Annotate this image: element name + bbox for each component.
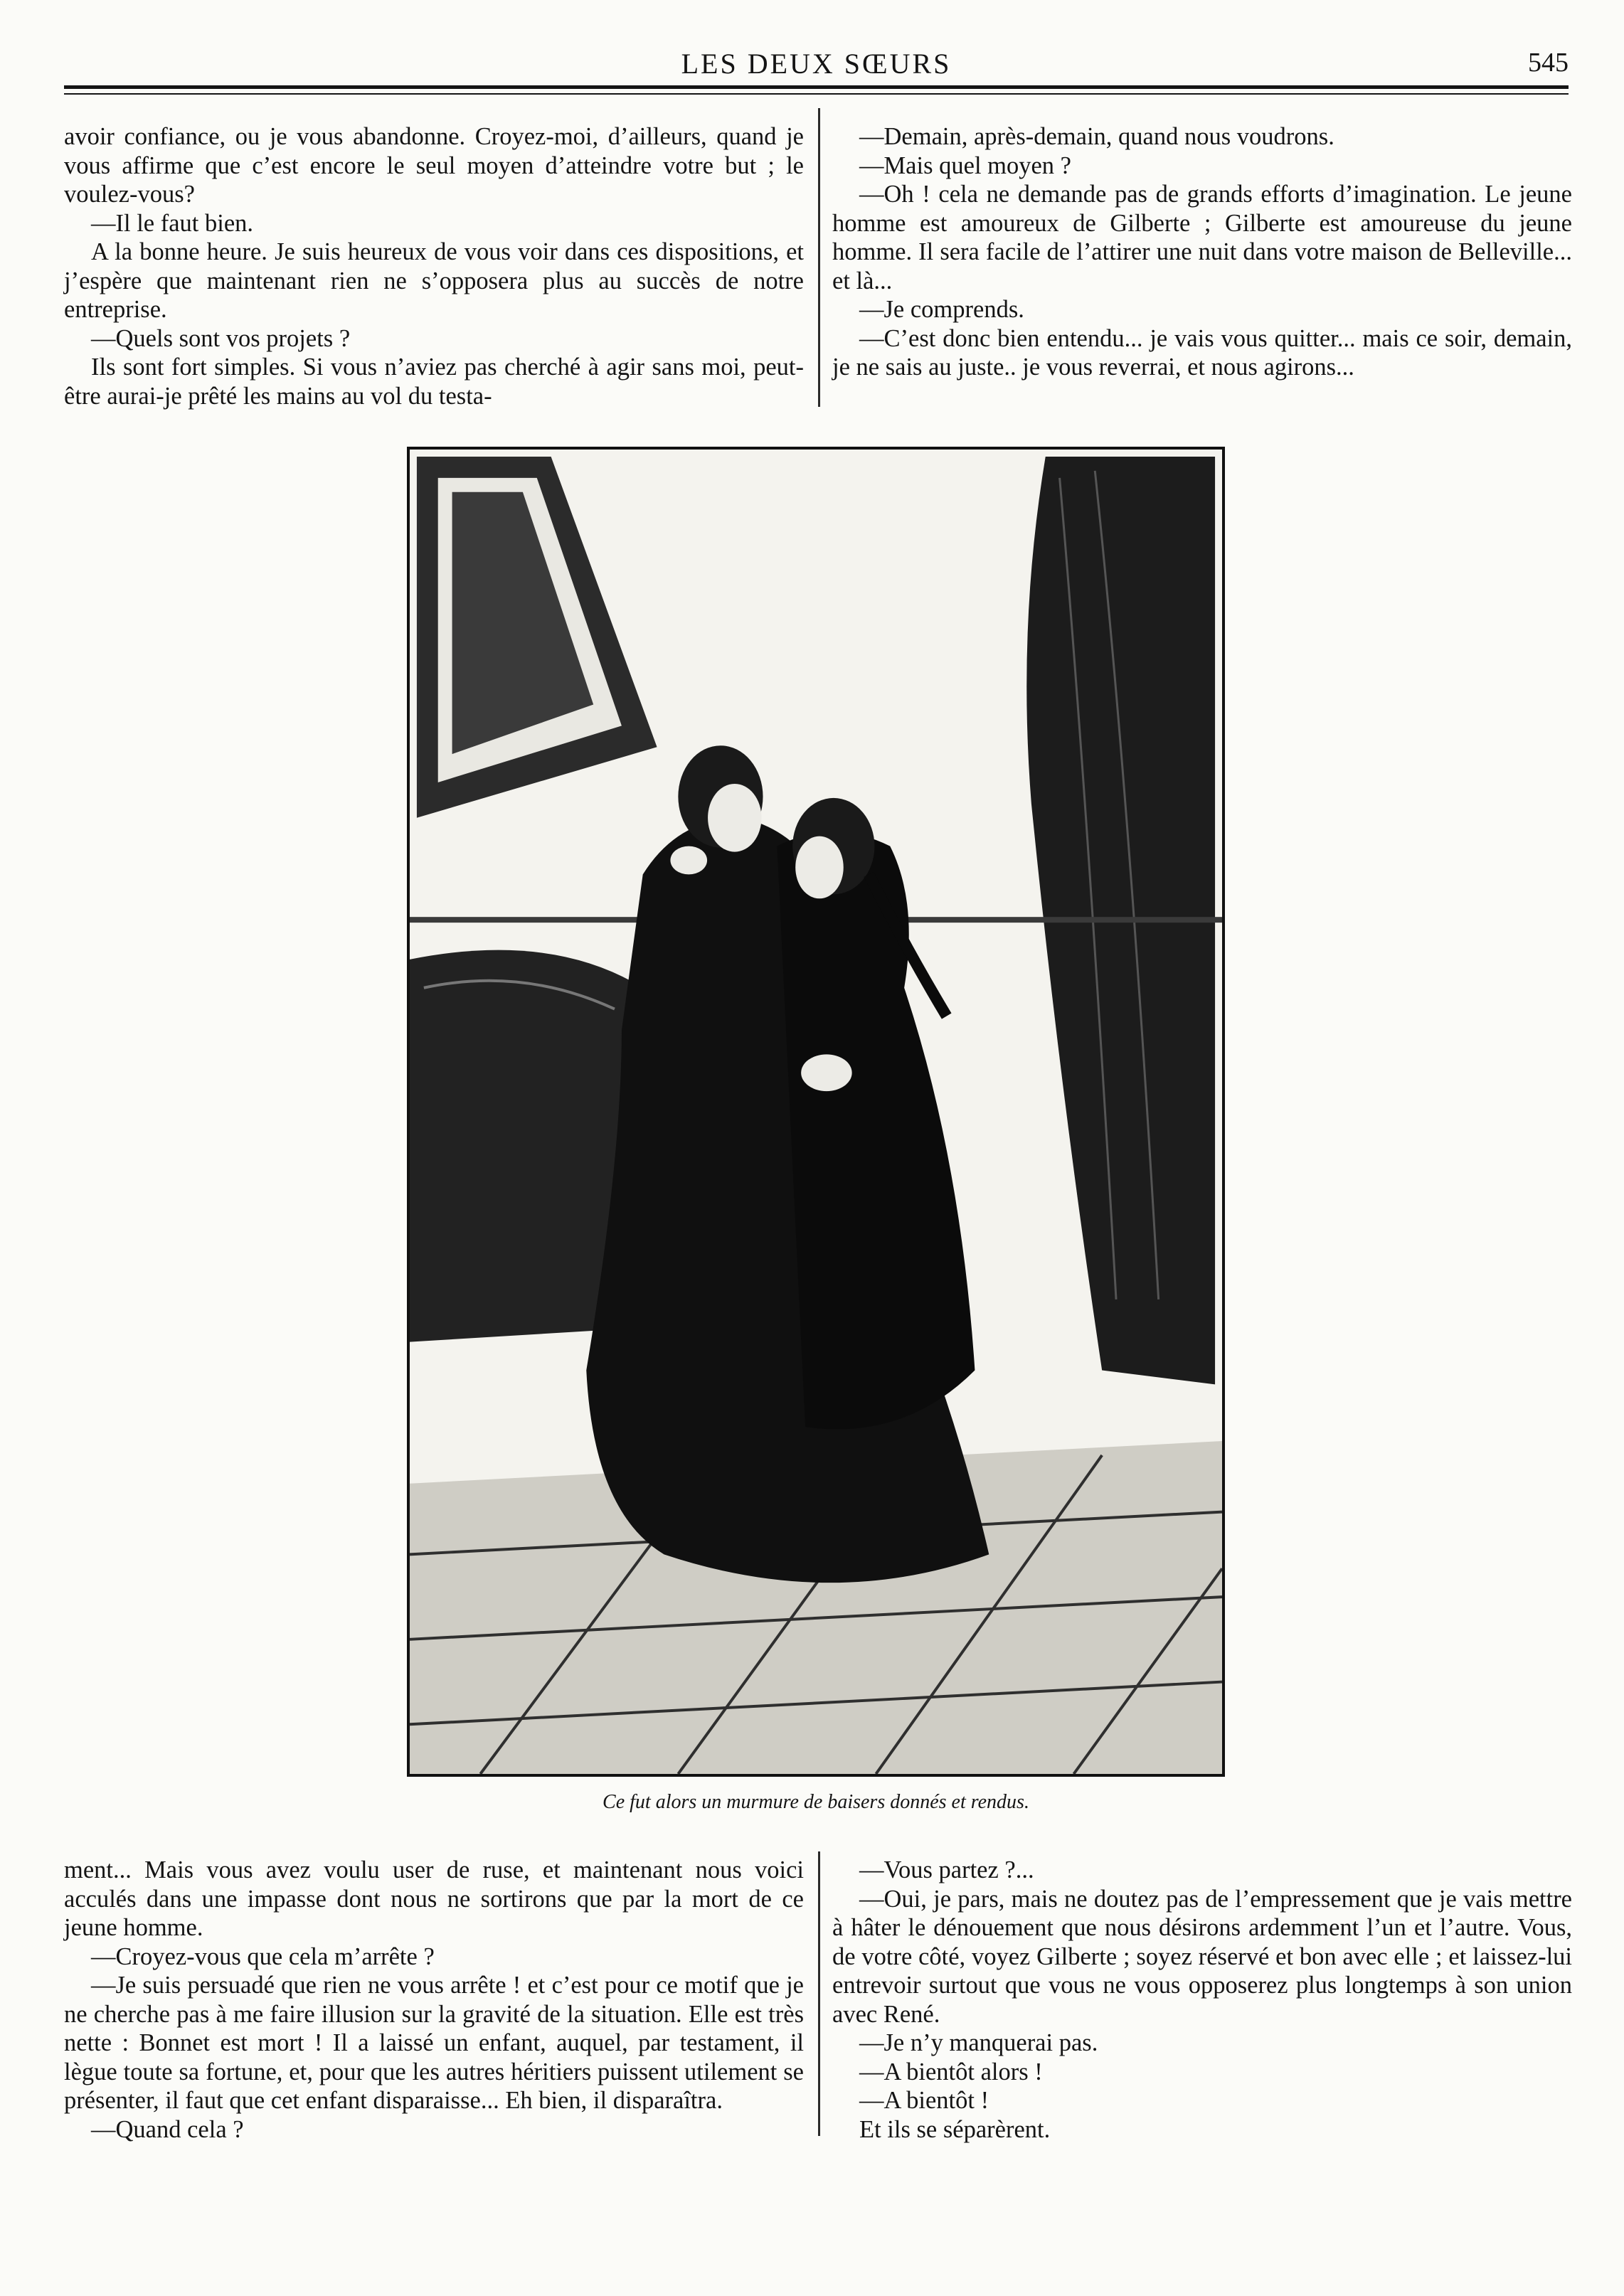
paragraph: Et ils se séparèrent. [859,2115,1051,2143]
paragraph: —Je n’y manquerai pas. [859,2029,1098,2056]
paragraph: —Quand cela ? [91,2115,244,2143]
header-rule-thin [64,93,1569,95]
paragraph: —A bientôt ! [859,2087,989,2114]
paragraph: —Quels sont vos projets ? [91,324,351,352]
header-rule-thick [64,85,1569,89]
paragraph: —Il le faut bien. [91,209,254,237]
engraving-drawing [410,450,1222,1774]
page-number: 545 [1528,48,1569,78]
paragraph: —Oh ! cela ne demande pas de grands efforts d’imagination. Le jeune homme est amoureux de Gilberte ; Gilberte est amoureuse du jeune homme. Il sera facile de l’attirer une nuit dans votre maison de Belleville... et là... [832,181,1572,294]
paragraph: ment... Mais vous avez voulu user de ruse, et maintenant nous voici acculés dans une impasse dont nous ne sortirons que par la mort de ce jeune homme. [64,1856,804,1941]
paragraph: A la bonne heure. Je suis heureux de vous voir dans ces dispositions, et j’espère que maintenant rien ne s’opposera plus au succès de notre entreprise. [64,238,804,323]
paragraph: —Croyez-vous que cela m’arrête ? [91,1942,435,1970]
paragraph: —Vous partez ?... [859,1856,1034,1883]
paragraph: —Demain, après-demain, quand nous voudrons. [859,123,1334,150]
paragraph: —Je comprends. [859,296,1024,323]
paragraph: —C’est donc bien entendu... je vais vous quitter... mais ce soir, demain, je ne sais au juste.. je vous reverrai, et nous agirons... [832,324,1572,381]
paragraph: —A bientôt alors ! [859,2058,1043,2085]
column-divider-top [818,108,820,407]
illustration-caption: Ce fut alors un murmure de baisers donnés et rendus. [603,1791,1029,1813]
running-title: LES DEUX SŒURS [681,48,952,80]
bottom-right-column [832,1856,1572,2144]
paragraph: avoir confiance, ou je vous abandonne. Croyez-moi, d’ailleurs, quand je vous affirme que c’est encore le seul moyen d’atteindre votre but ; le voulez-vous? [64,123,804,208]
column-divider-bottom [818,1851,820,2136]
paragraph: —Mais quel moyen ? [859,152,1071,179]
top-right-column [832,122,1572,382]
paragraph: —Je suis persuadé que rien ne vous arrête ! et c’est pour ce motif que je ne cherche pas à me faire illusion sur la gravité de la situation. Elle est très nette : Bonnet est mort ! Il a laissé un enfant, auquel, par testament, il lègue toute sa fortune, et, pour que les autres héritiers puissent utilement se présenter, il faut que cet enfant disparaisse... Eh bien, il disparaîtra. [64,1972,804,2114]
top-left-column [64,122,804,410]
bottom-left-column [64,1856,804,2144]
engraving-illustration [407,447,1225,1777]
paragraph: Ils sont fort simples. Si vous n’aviez pas cherché à agir sans moi, peut-être aurai-je prêté les mains au vol du testa- [64,354,804,410]
running-head [64,41,1569,84]
paragraph: —Oui, je pars, mais ne doutez pas de l’empressement que je vais mettre à hâter le dénouement que nous désirons ardemment l’un et l’autre. Vous, de votre côté, voyez Gilberte ; soyez réservé et bon avec elle ; et laissez-lui entrevoir surtout que vous ne vous opposerez plus longtemps à son union avec René. [832,1885,1572,2028]
